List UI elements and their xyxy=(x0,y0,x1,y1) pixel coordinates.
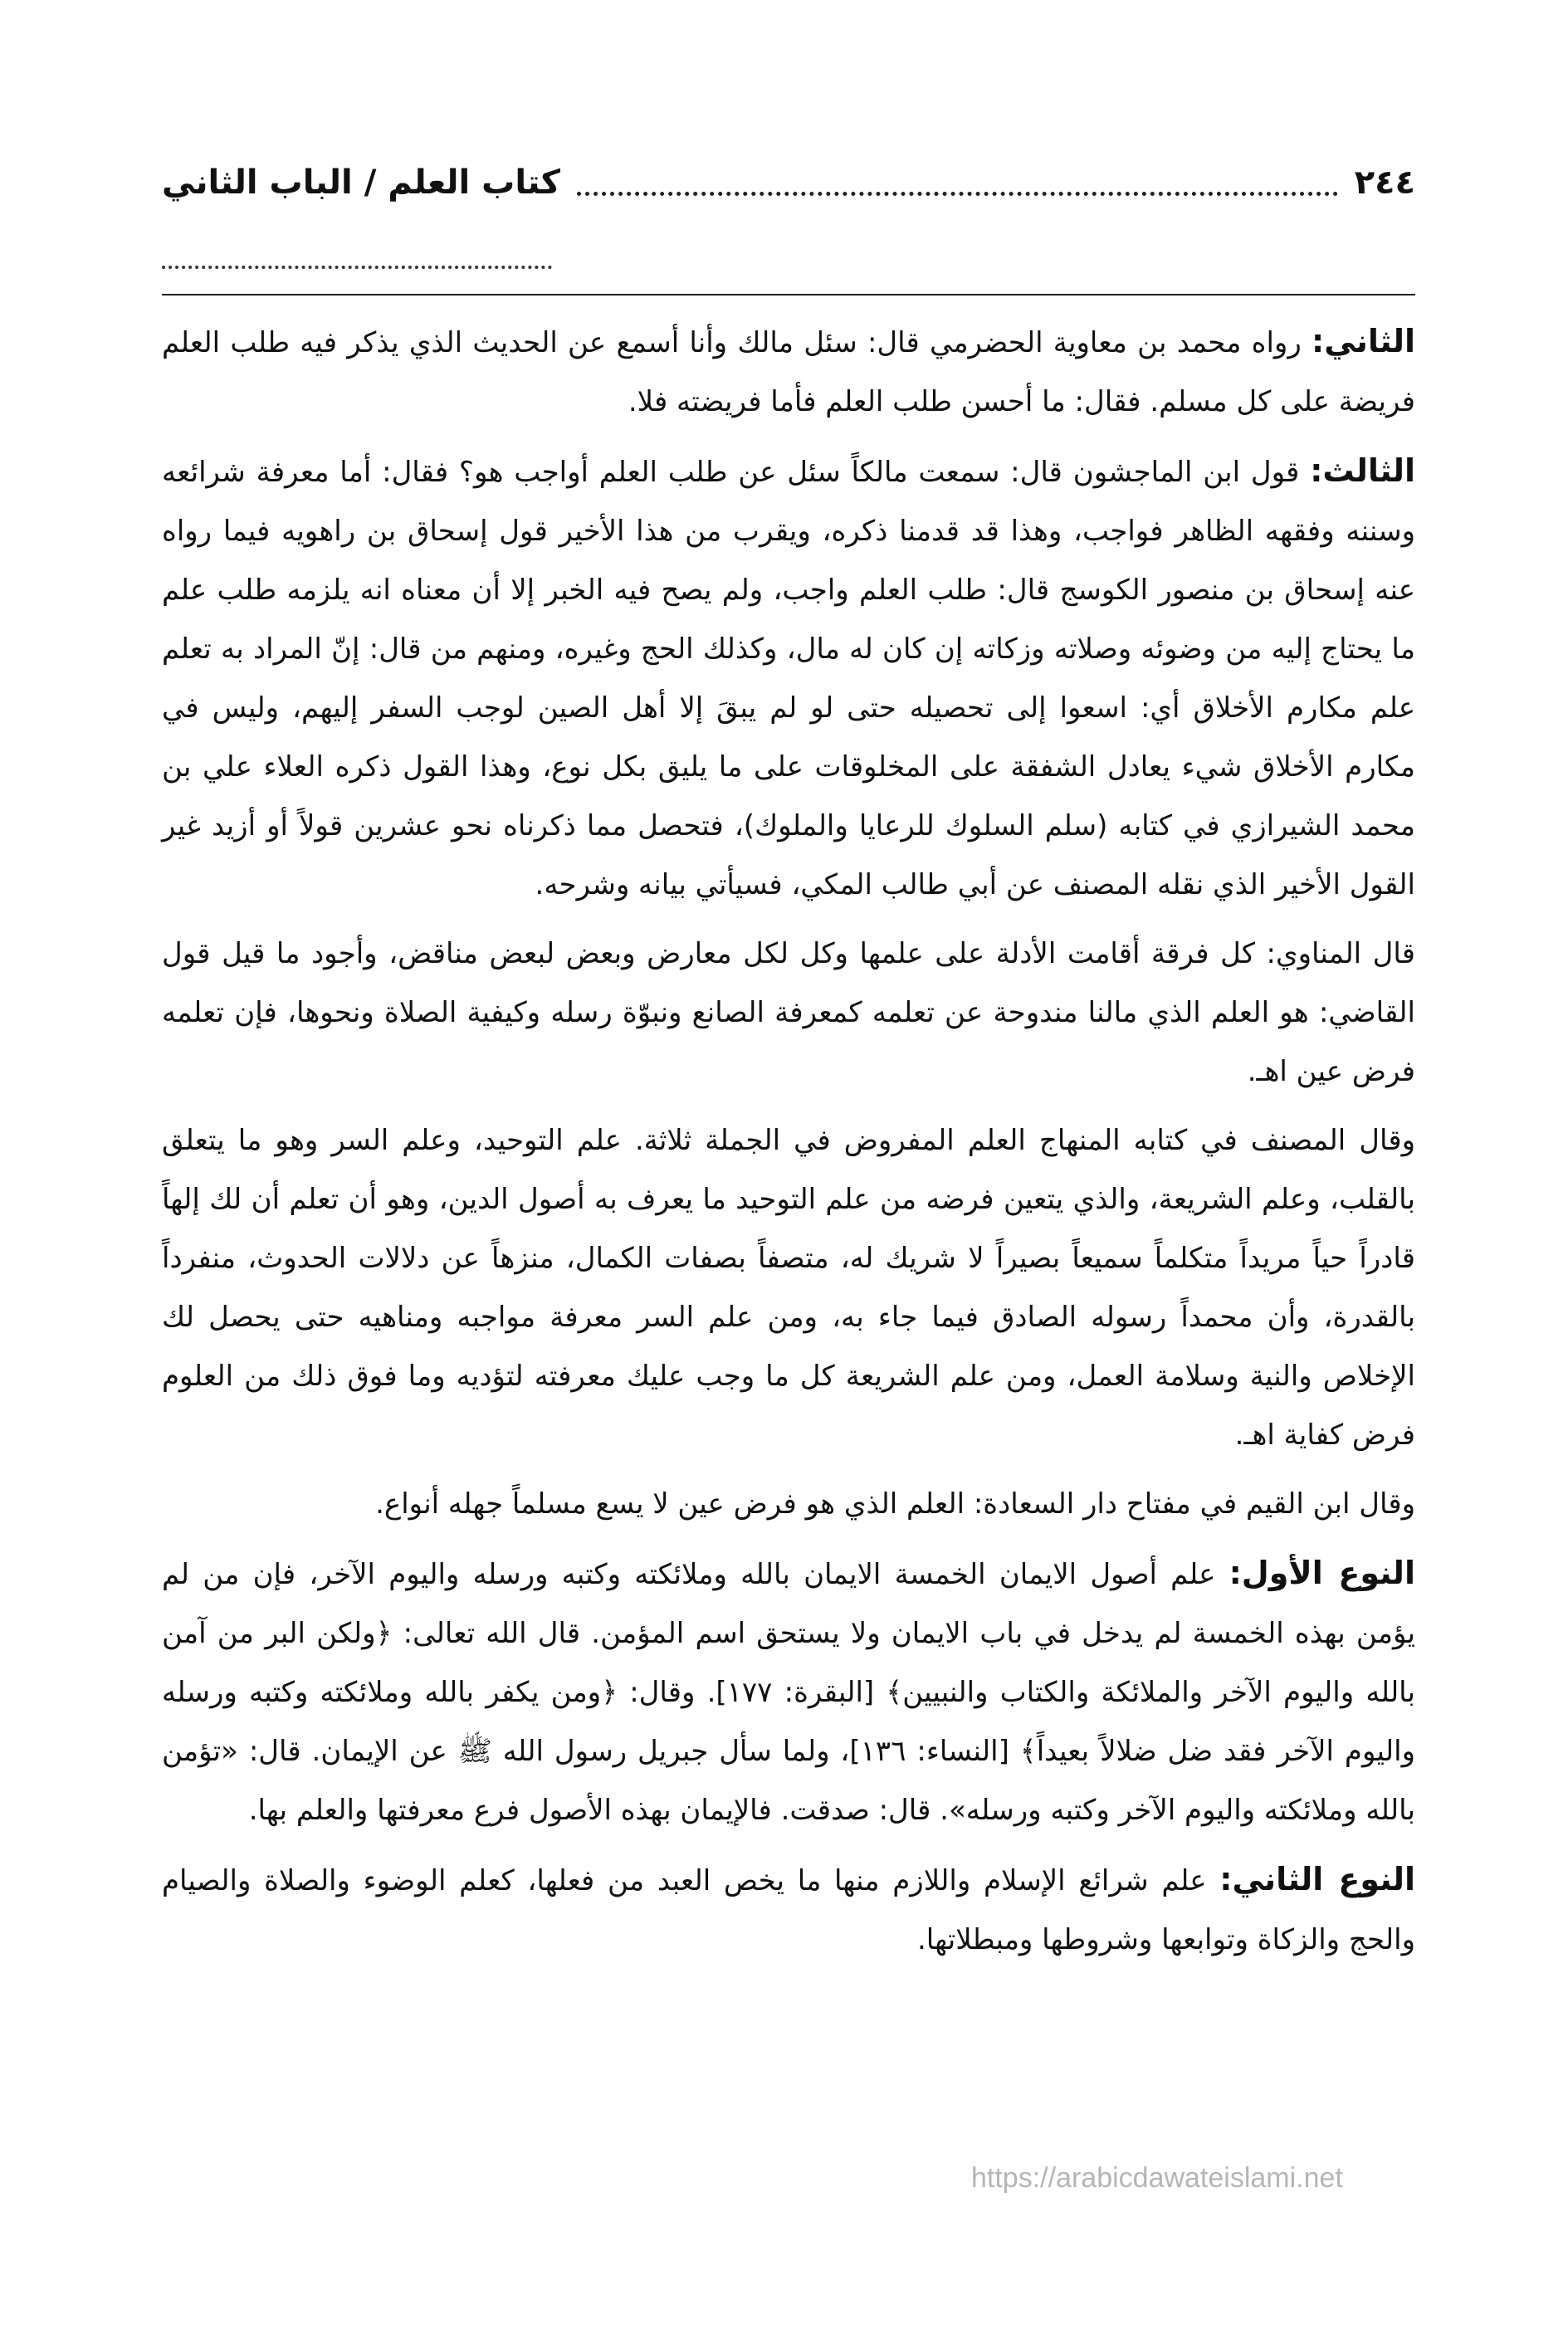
paragraph-third xyxy=(162,442,1415,915)
paragraph-text: علم أصول الايمان الخمسة الايمان بالله وملائكته وكتبه ورسله واليوم الآخر، فإن من لم يؤمن بهذه الخمسة لم يدخل في باب الايمان ولا يستحق اسم المؤمن. قال الله تعالى: ﴿ولكن البر من آمن بالله واليوم الآخر والملائكة والكتاب والنبيين﴾ [البقرة: ١٧٧]. وقال: ﴿ومن يكفر بالله وملائكته وكتبه ورسله واليوم الآخر فقد ضل ضلالاً بعيداً﴾ [النساء: ١٣٦]، ولما سأل جبريل رسول الله ﷺ عن الإيمان. قال: «تؤمن بالله وملائكته واليوم الآخر وكتبه ورسله». قال: صدقت. فالإيمان بهذه الأصول فرع معرفتها والعلم بها. xyxy=(162,1558,1415,1827)
paragraph-lead: النوع الثاني: xyxy=(1219,1861,1415,1897)
dotted-line xyxy=(162,266,552,269)
paragraph-text: وقال المصنف في كتابه المنهاج العلم المفروض في الجملة ثلاثة. علم التوحيد، وعلم السر وهو ما يتعلق بالقلب، وعلم الشريعة، والذي يتعين فرضه من علم التوحيد ما يعرف به أصول الدين، وهو أن تعلم أن لك إلهاً قادراً حياً مريداً متكلماً سميعاً بصيراً لا شريك له، متصفاً بصفات الكمال، منزهاً عن دلالات الحدوث، منفرداً بالقدرة، وأن محمداً رسوله الصادق فيما جاء به، ومن علم السر معرفة مواجبه ومناهيه حتى يحصل لك الإخلاص والنية وسلامة العمل، ومن علم الشريعة كل ما وجب عليك معرفته لتؤديه وما فوق ذلك من العلوم فرض كفاية اهـ. xyxy=(162,1124,1415,1452)
paragraph-ibn-qayyim xyxy=(162,1475,1415,1534)
paragraph-text: وقال ابن القيم في مفتاح دار السعادة: العلم الذي هو فرض عين لا يسع مسلماً جهله أنواع. xyxy=(375,1487,1415,1521)
footnote-rule xyxy=(162,294,1415,295)
paragraph-lead: النوع الأول: xyxy=(1229,1555,1415,1591)
paragraph-lead: الثالث: xyxy=(1310,452,1415,489)
watermark-url: https://arabicdawateislami.net xyxy=(971,2162,1343,2194)
paragraph-text: رواه محمد بن معاوية الحضرمي قال: سئل مالك وأنا أسمع عن الحديث الذي يذكر فيه طلب العلم فريضة على كل مسلم. فقال: ما أحسن طلب العلم فأما فريضته فلا. xyxy=(162,326,1415,418)
page-number: ٢٤٤ xyxy=(1354,164,1415,202)
paragraph-lead: الثاني: xyxy=(1312,323,1415,359)
header-leader-dots xyxy=(577,192,1338,196)
paragraph-second-type xyxy=(162,1850,1415,1970)
paragraph-first-type xyxy=(162,1544,1415,1840)
paragraph-text: قول ابن الماجشون قال: سمعت مالكاً سئل عن طلب العلم أواجب هو؟ فقال: أما معرفة شرائعه وسننه وفقهه الظاهر فواجب، وهذا قد قدمنا ذكره، ويقرب من هذا الأخير قول إسحاق بن راهويه فيما رواه عنه إسحاق بن منصور الكوسج قال: طلب العلم واجب، ولم يصح فيه الخبر إلا أن معناه انه يلزمه طلب علم ما يحتاج إليه من وضوئه وصلاته وزكاته إن كان له مال، وكذلك الحج وغيره، ومنهم من قال: إنّ المراد به تعلم علم مكارم الأخلاق أي: اسعوا إلى تحصيله حتى لو لم يبقَ إلا أهل الصين لوجب السفر إليهم، وليس في مكارم الأخلاق شيء يعادل الشفقة على المخلوقات على ما يليق بكل نوع، وهذا القول ذكره العلاء علي بن محمد الشيرازي في كتابه (سلم السلوك للرعايا والملوك)، فتحصل مما ذكرناه نحو عشرين قولاً أو أزيد غير القول الأخير الذي نقله المصنف عن أبي طالب المكي، فسيأتي بيانه وشرحه. xyxy=(162,456,1415,901)
page-header xyxy=(162,158,1415,208)
page xyxy=(162,158,1415,1980)
paragraph-musannif xyxy=(162,1111,1415,1465)
paragraph-text: قال المناوي: كل فرقة أقامت الأدلة على علمها وكل لكل معارض وبعض لبعض مناقض، وأجود ما قيل قول القاضي: هو العلم الذي مالنا مندوحة عن تعلمه كمعرفة الصانع ونبوّة رسله وكيفية الصلاة ونحوها، فإن تعلمه فرض عين اهـ. xyxy=(162,937,1415,1088)
paragraph-text: علم شرائع الإسلام واللازم منها ما يخص العبد من فعلها، كعلم الوضوء والصلاة والصيام والحج والزكاة وتوابعها وشروطها ومبطلاتها. xyxy=(162,1864,1415,1956)
footnote-body xyxy=(162,312,1415,1970)
paragraph-munawi xyxy=(162,925,1415,1101)
paragraph-second xyxy=(162,312,1415,432)
running-title: كتاب العلم / الباب الثاني xyxy=(162,164,560,202)
